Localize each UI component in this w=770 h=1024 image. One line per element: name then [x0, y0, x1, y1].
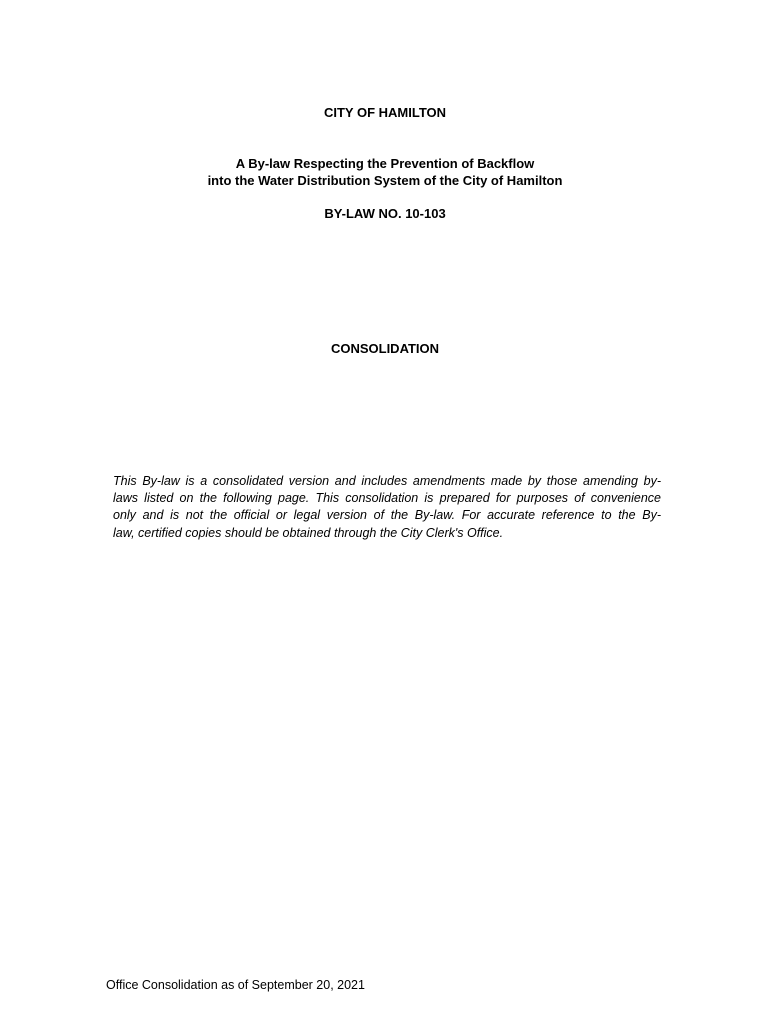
city-heading: CITY OF HAMILTON — [323, 105, 447, 120]
bylaw-title-line-2: into the Water Distribution System of the City of Hamilton — [207, 173, 563, 188]
bylaw-title-line-1: A By-law Respecting the Prevention of Backflow — [235, 156, 535, 171]
consolidation-heading: CONSOLIDATION — [330, 341, 440, 356]
consolidation-note-line: only and is not the official or legal version of the By-law. For accurate reference to the By- — [113, 508, 661, 523]
consolidation-note — [113, 473, 661, 542]
footer-consolidation-date: Office Consolidation as of September 20, 2021 — [106, 978, 365, 992]
bylaw-number: BY-LAW NO. 10-103 — [324, 206, 446, 221]
consolidation-note-line: This By-law is a consolidated version and includes amendments made by those amending by- — [113, 474, 661, 488]
consolidation-note-line: law, certified copies should be obtained through the City Clerk's Office. — [113, 525, 504, 540]
consolidation-note-line: laws listed on the following page. This consolidation is prepared for purposes of convenience — [113, 491, 661, 506]
